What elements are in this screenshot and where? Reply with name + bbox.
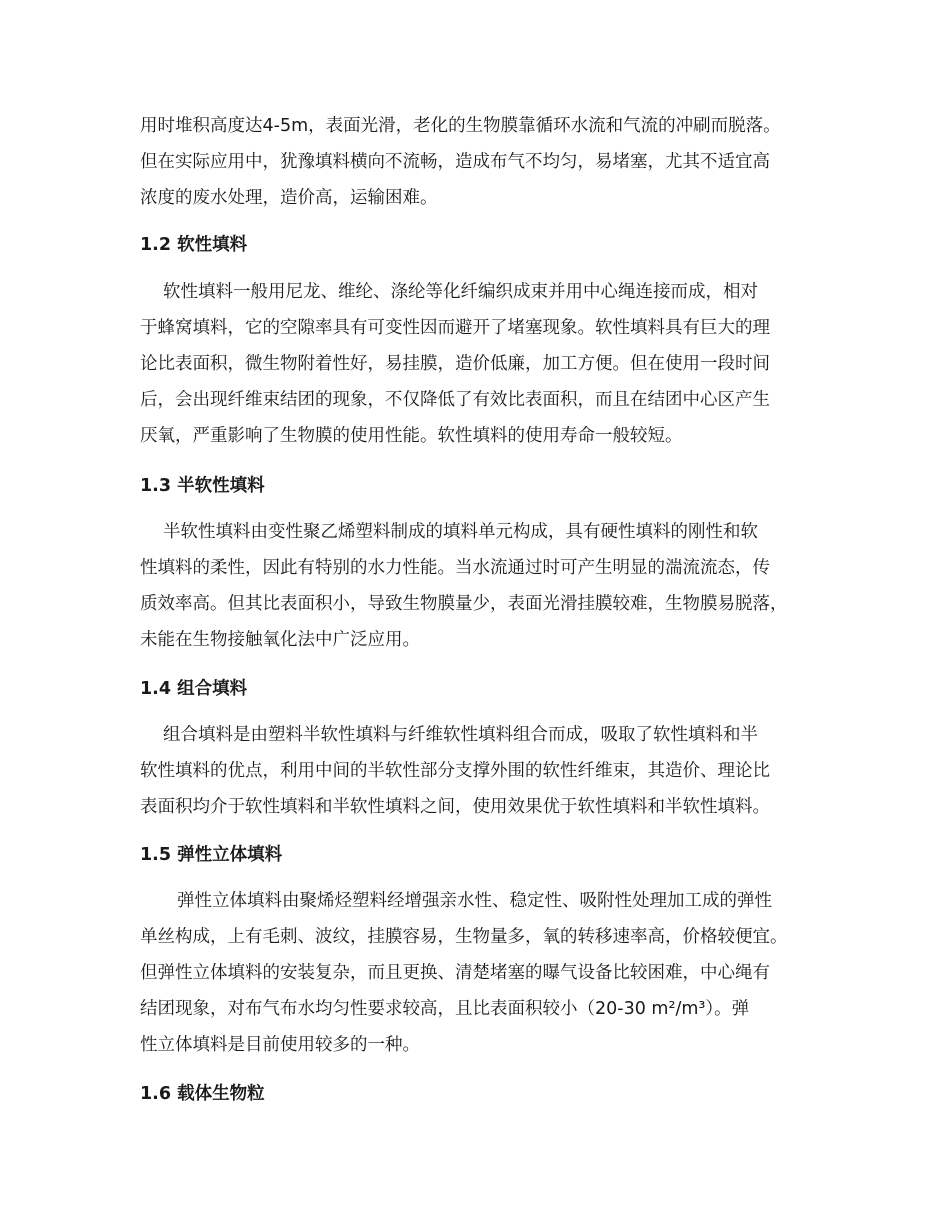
section-heading-1-5: 1.5 弹性立体填料: [140, 845, 283, 865]
paragraph-line: 但在实际应用中，犹豫填料横向不流畅，造成布气不均匀，易堵塞，尤其不适宜高: [140, 152, 770, 172]
section-heading-1-3: 1.3 半软性填料: [140, 476, 265, 496]
section-heading-1-2: 1.2 软性填料: [140, 235, 248, 255]
paragraph-line: 单丝构成，上有毛刺、波纹，挂膜容易，生物量多，氧的转移速率高，价格较便宜。: [140, 927, 788, 947]
paragraph-line: 浓度的废水处理，造价高，运输困难。: [140, 188, 438, 208]
paragraph-line: 质效率高。但其比表面积小，导致生物膜量少，表面光滑挂膜较难，生物膜易脱落，: [140, 594, 788, 614]
paragraph-line: 后，会出现纤维束结团的现象，不仅降低了有效比表面积，而且在结团中心区产生: [140, 390, 770, 410]
paragraph-line: 未能在生物接触氧化法中广泛应用。: [140, 630, 420, 650]
paragraph-line: 表面积均介于软性填料和半软性填料之间，使用效果优于软性填料和半软性填料。: [140, 797, 770, 817]
paragraph-line: 但弹性立体填料的安装复杂，而且更换、清楚堵塞的曝气设备比较困难，中心绳有: [140, 963, 770, 983]
paragraph-line: 弹性立体填料由聚烯烃塑料经增强亲水性、稳定性、吸附性处理加工成的弹性: [177, 891, 772, 911]
paragraph-line: 半软性填料由变性聚乙烯塑料制成的填料单元构成，具有硬性填料的刚性和软: [163, 522, 758, 542]
paragraph-line: 软性填料一般用尼龙、维纶、涤纶等化纤编织成束并用中心绳连接而成，相对: [163, 282, 758, 302]
paragraph-line: 性立体填料是目前使用较多的一种。: [140, 1035, 420, 1055]
paragraph-line: 用时堆积高度达4-5m，表面光滑，老化的生物膜靠循环水流和气流的冲刷而脱落。: [140, 116, 781, 136]
paragraph-line: 组合填料是由塑料半软性填料与纤维软性填料组合而成，吸取了软性填料和半: [163, 725, 758, 745]
paragraph-line: 软性填料的优点，利用中间的半软性部分支撑外围的软性纤维束，其造价、理论比: [140, 761, 770, 781]
paragraph-line: 论比表面积，微生物附着性好，易挂膜，造价低廉，加工方便。但在使用一段时间: [140, 354, 770, 374]
paragraph-line: 性填料的柔性，因此有特别的水力性能。当水流通过时可产生明显的湍流流态，传: [140, 558, 770, 578]
paragraph-line: 于蜂窝填料，它的空隙率具有可变性因而避开了堵塞现象。软性填料具有巨大的理: [140, 318, 770, 338]
paragraph-line: 结团现象，对布气布水均匀性要求较高，且比表面积较小（20-30 m²/m³）。弹: [140, 999, 750, 1019]
section-heading-1-4: 1.4 组合填料: [140, 679, 248, 699]
section-heading-1-6: 1.6 载体生物粒: [140, 1084, 265, 1104]
paragraph-line: 厌氧，严重影响了生物膜的使用性能。软性填料的使用寿命一般较短。: [140, 426, 683, 446]
